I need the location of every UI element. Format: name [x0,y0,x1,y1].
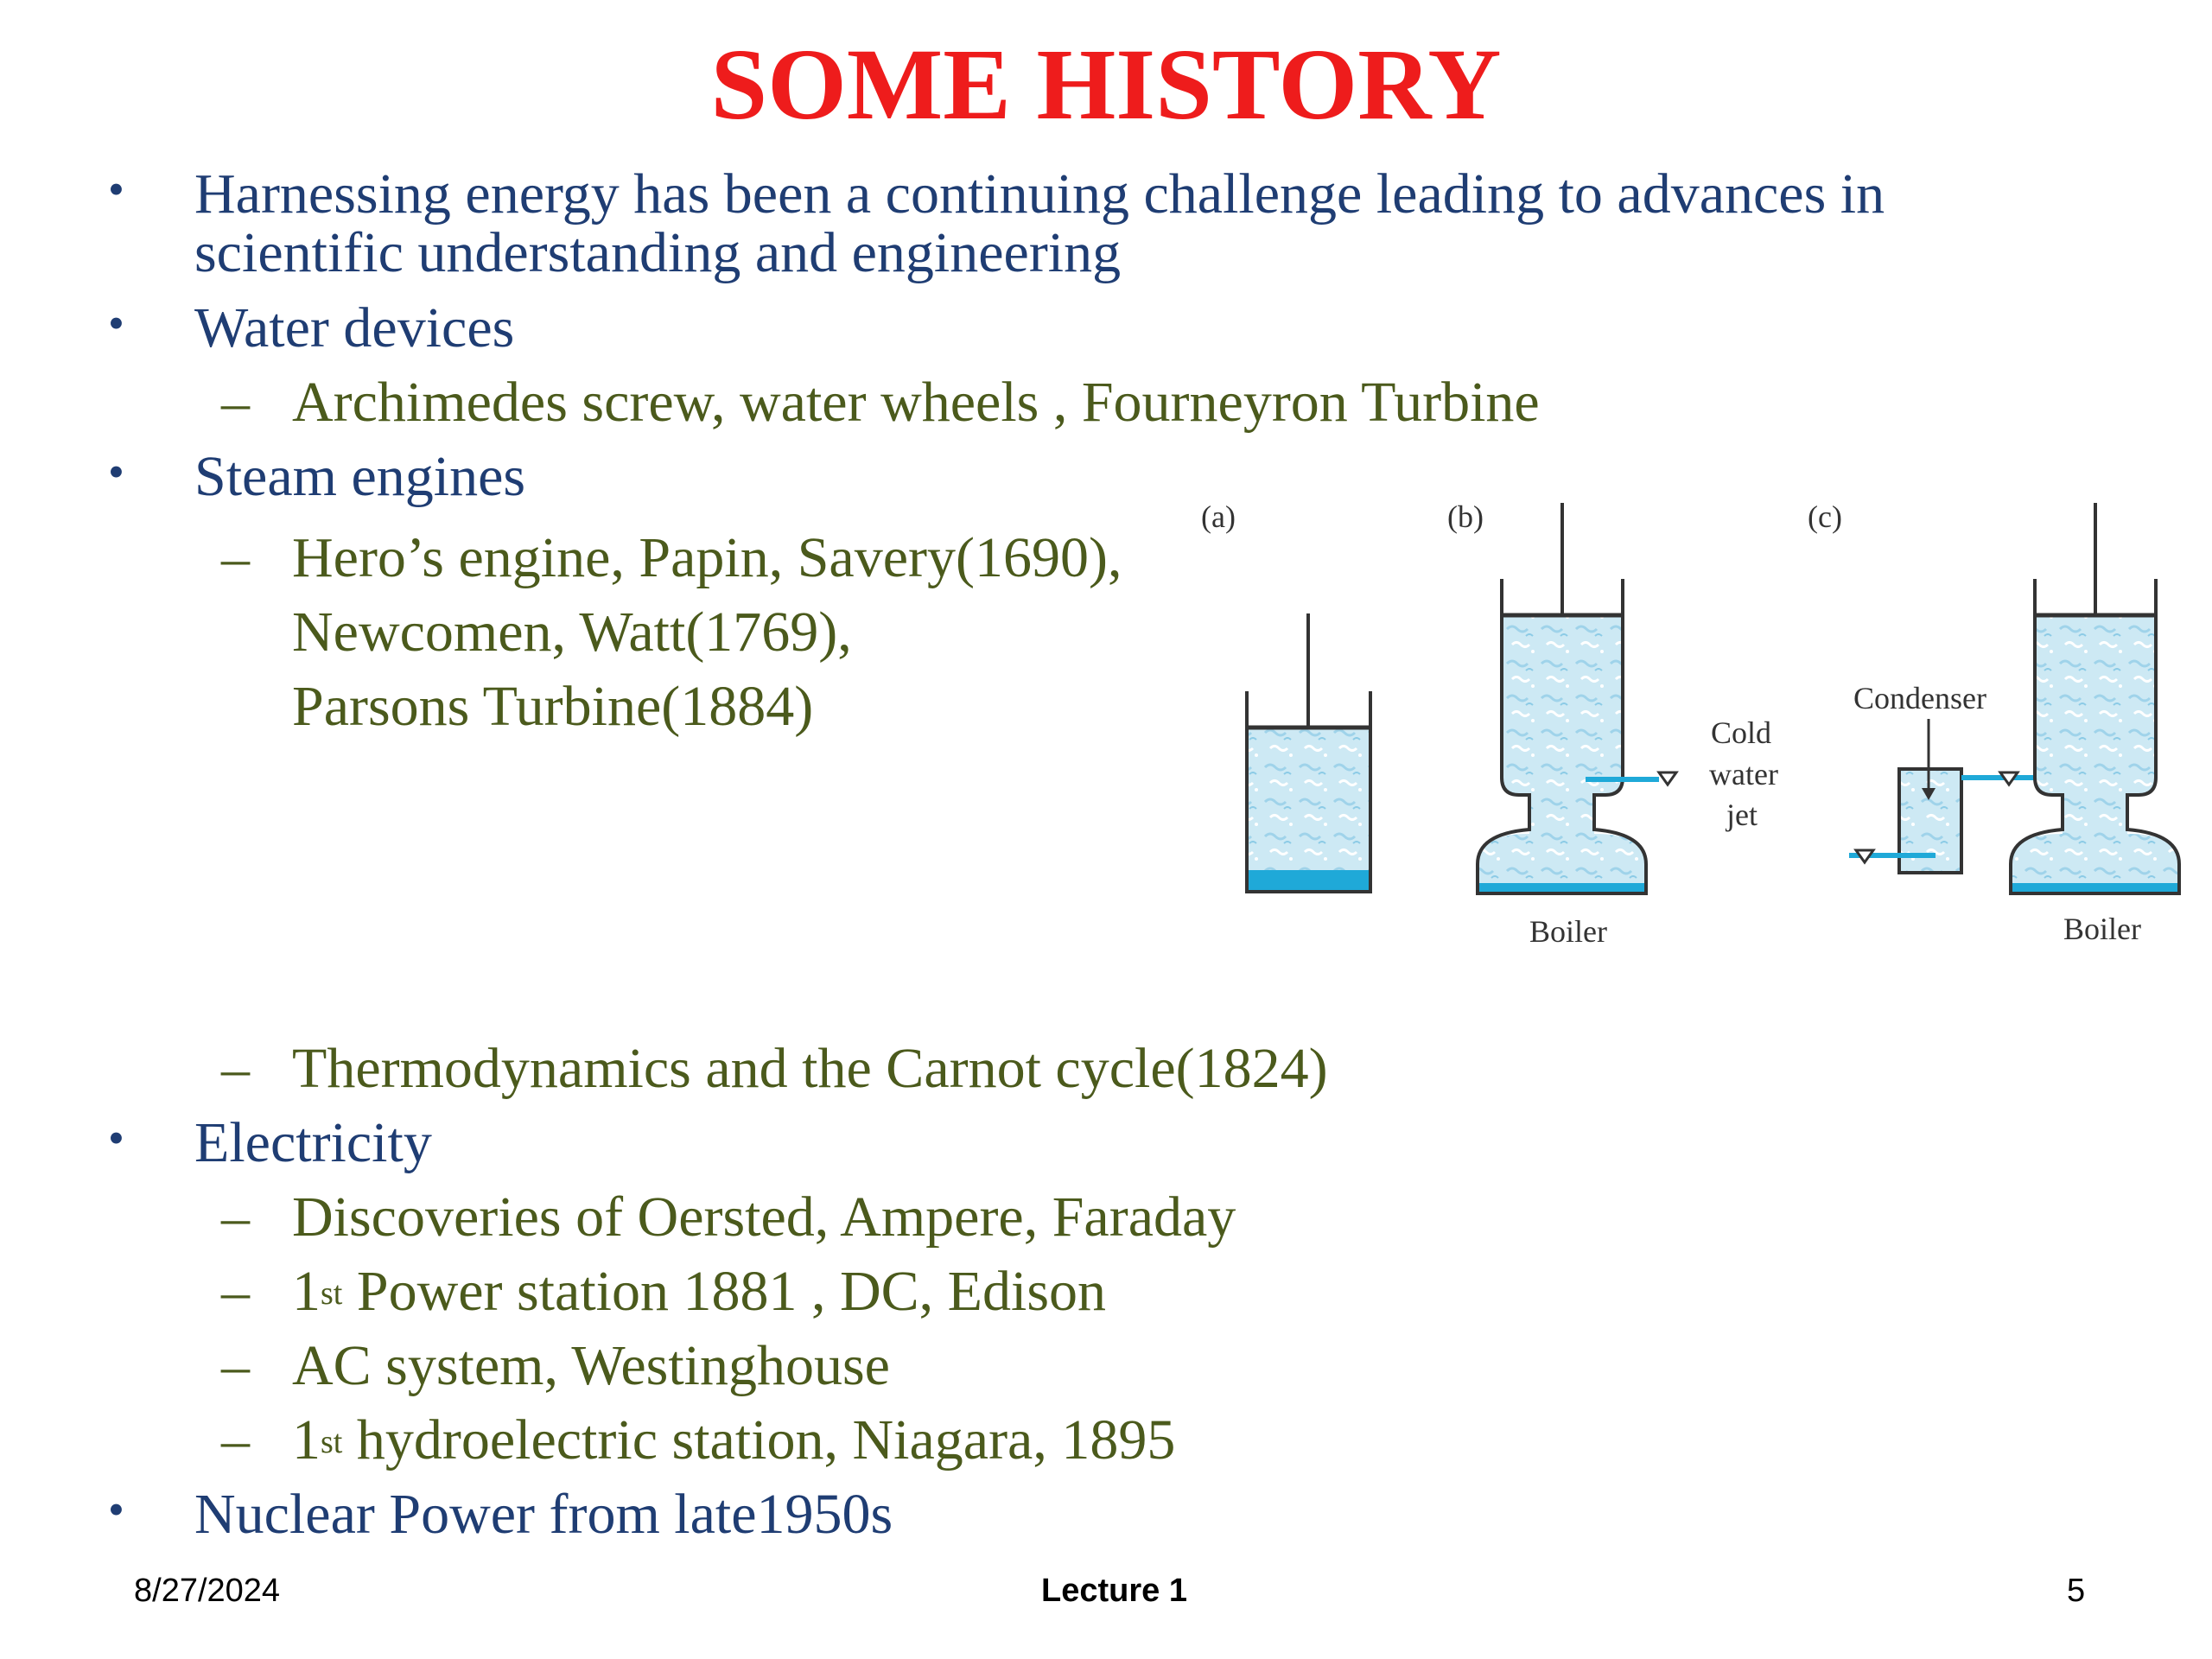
bullet-marker: • [108,163,124,215]
cylinder-c [2011,503,2179,893]
cold-water-jet-label-3: jet [1726,798,1758,832]
dash-marker: – [221,1334,250,1397]
sub-bullet-text: Thermodynamics and the Carnot cycle(1824) [292,1037,1328,1100]
bullet-nuclear [108,1483,893,1546]
figure-label-b: (b) [1447,499,1484,534]
bullet-marker: • [108,1112,124,1164]
bullet-electricity [108,1111,432,1174]
cold-water-jet-label-1: Cold [1711,715,1772,750]
footer-page-number: 5 [2067,1573,2086,1609]
ordinal-number: 1 [292,1408,321,1471]
sub-bullet-text: Discoveries of Oersted, Ampere, Faraday [292,1185,1236,1249]
sub-bullet-text: Hero’s engine, Papin, Savery(1690), [292,526,1122,589]
steam-engine-figure [1192,484,2203,968]
condenser [1849,719,2035,873]
ordinal-suffix: st [321,1275,343,1312]
ordinal-number: 1 [292,1260,321,1323]
sub-bullet-text-cont: Parsons Turbine(1884) [292,675,814,738]
sub-bullet-power-station [221,1260,1107,1323]
figure-label-a: (a) [1201,499,1236,534]
ordinal-suffix: st [321,1424,343,1460]
bullet-steam-engines [108,445,526,508]
sub-bullet-discoveries [221,1185,1236,1249]
dash-marker: – [221,526,250,589]
footer-date: 8/27/2024 [134,1573,281,1609]
sub-bullet-thermo [221,1037,1328,1100]
bullet-marker: • [108,1484,124,1535]
bullet-text: Electricity [194,1111,432,1174]
sub-bullet-text: Archimedes screw, water wheels , Fourneyron Turbine [292,371,1540,434]
footer-lecture: Lecture 1 [1041,1573,1187,1609]
boiler-label-c: Boiler [2063,912,2141,946]
sub-bullet-steam [221,521,1122,744]
condenser-label: Condenser [1853,681,1986,715]
bullet-text: Nuclear Power from late1950s [194,1483,893,1546]
sub-bullet-text-cont: Newcomen, Watt(1769), [292,601,852,664]
bullet-marker: • [108,446,124,498]
sub-bullet-water [221,371,1540,434]
sub-bullet-text: hydroelectric station, Niagara, 1895 [342,1408,1176,1471]
bullet-harnessing [108,162,1885,284]
sub-bullet-ac-system [221,1334,890,1397]
dash-marker: – [221,1260,250,1323]
dash-marker: – [221,1037,250,1100]
slide-title: SOME HISTORY [710,28,1502,141]
cylinder-b [1478,503,1676,893]
cylinder-a [1247,613,1370,892]
sub-bullet-text: Power station 1881 , DC, Edison [342,1260,1107,1323]
sub-bullet-text: AC system, Westinghouse [292,1334,890,1397]
bullet-water-devices [108,296,515,359]
bullet-text: Steam engines [194,445,526,508]
sub-bullet-hydroelectric [221,1408,1176,1471]
bullet-marker: • [108,297,124,349]
cold-water-jet-label-2: water [1709,757,1778,791]
bullet-text-cont: scientific understanding and engineering [194,221,1122,284]
dash-marker: – [221,1408,250,1471]
figure-label-c: (c) [1808,499,1842,534]
dash-marker: – [221,1185,250,1249]
bullet-text: Harnessing energy has been a continuing challenge leading to advances in [194,162,1885,226]
boiler-label-b: Boiler [1529,914,1607,949]
dash-marker: – [221,371,250,434]
bullet-text: Water devices [194,296,515,359]
